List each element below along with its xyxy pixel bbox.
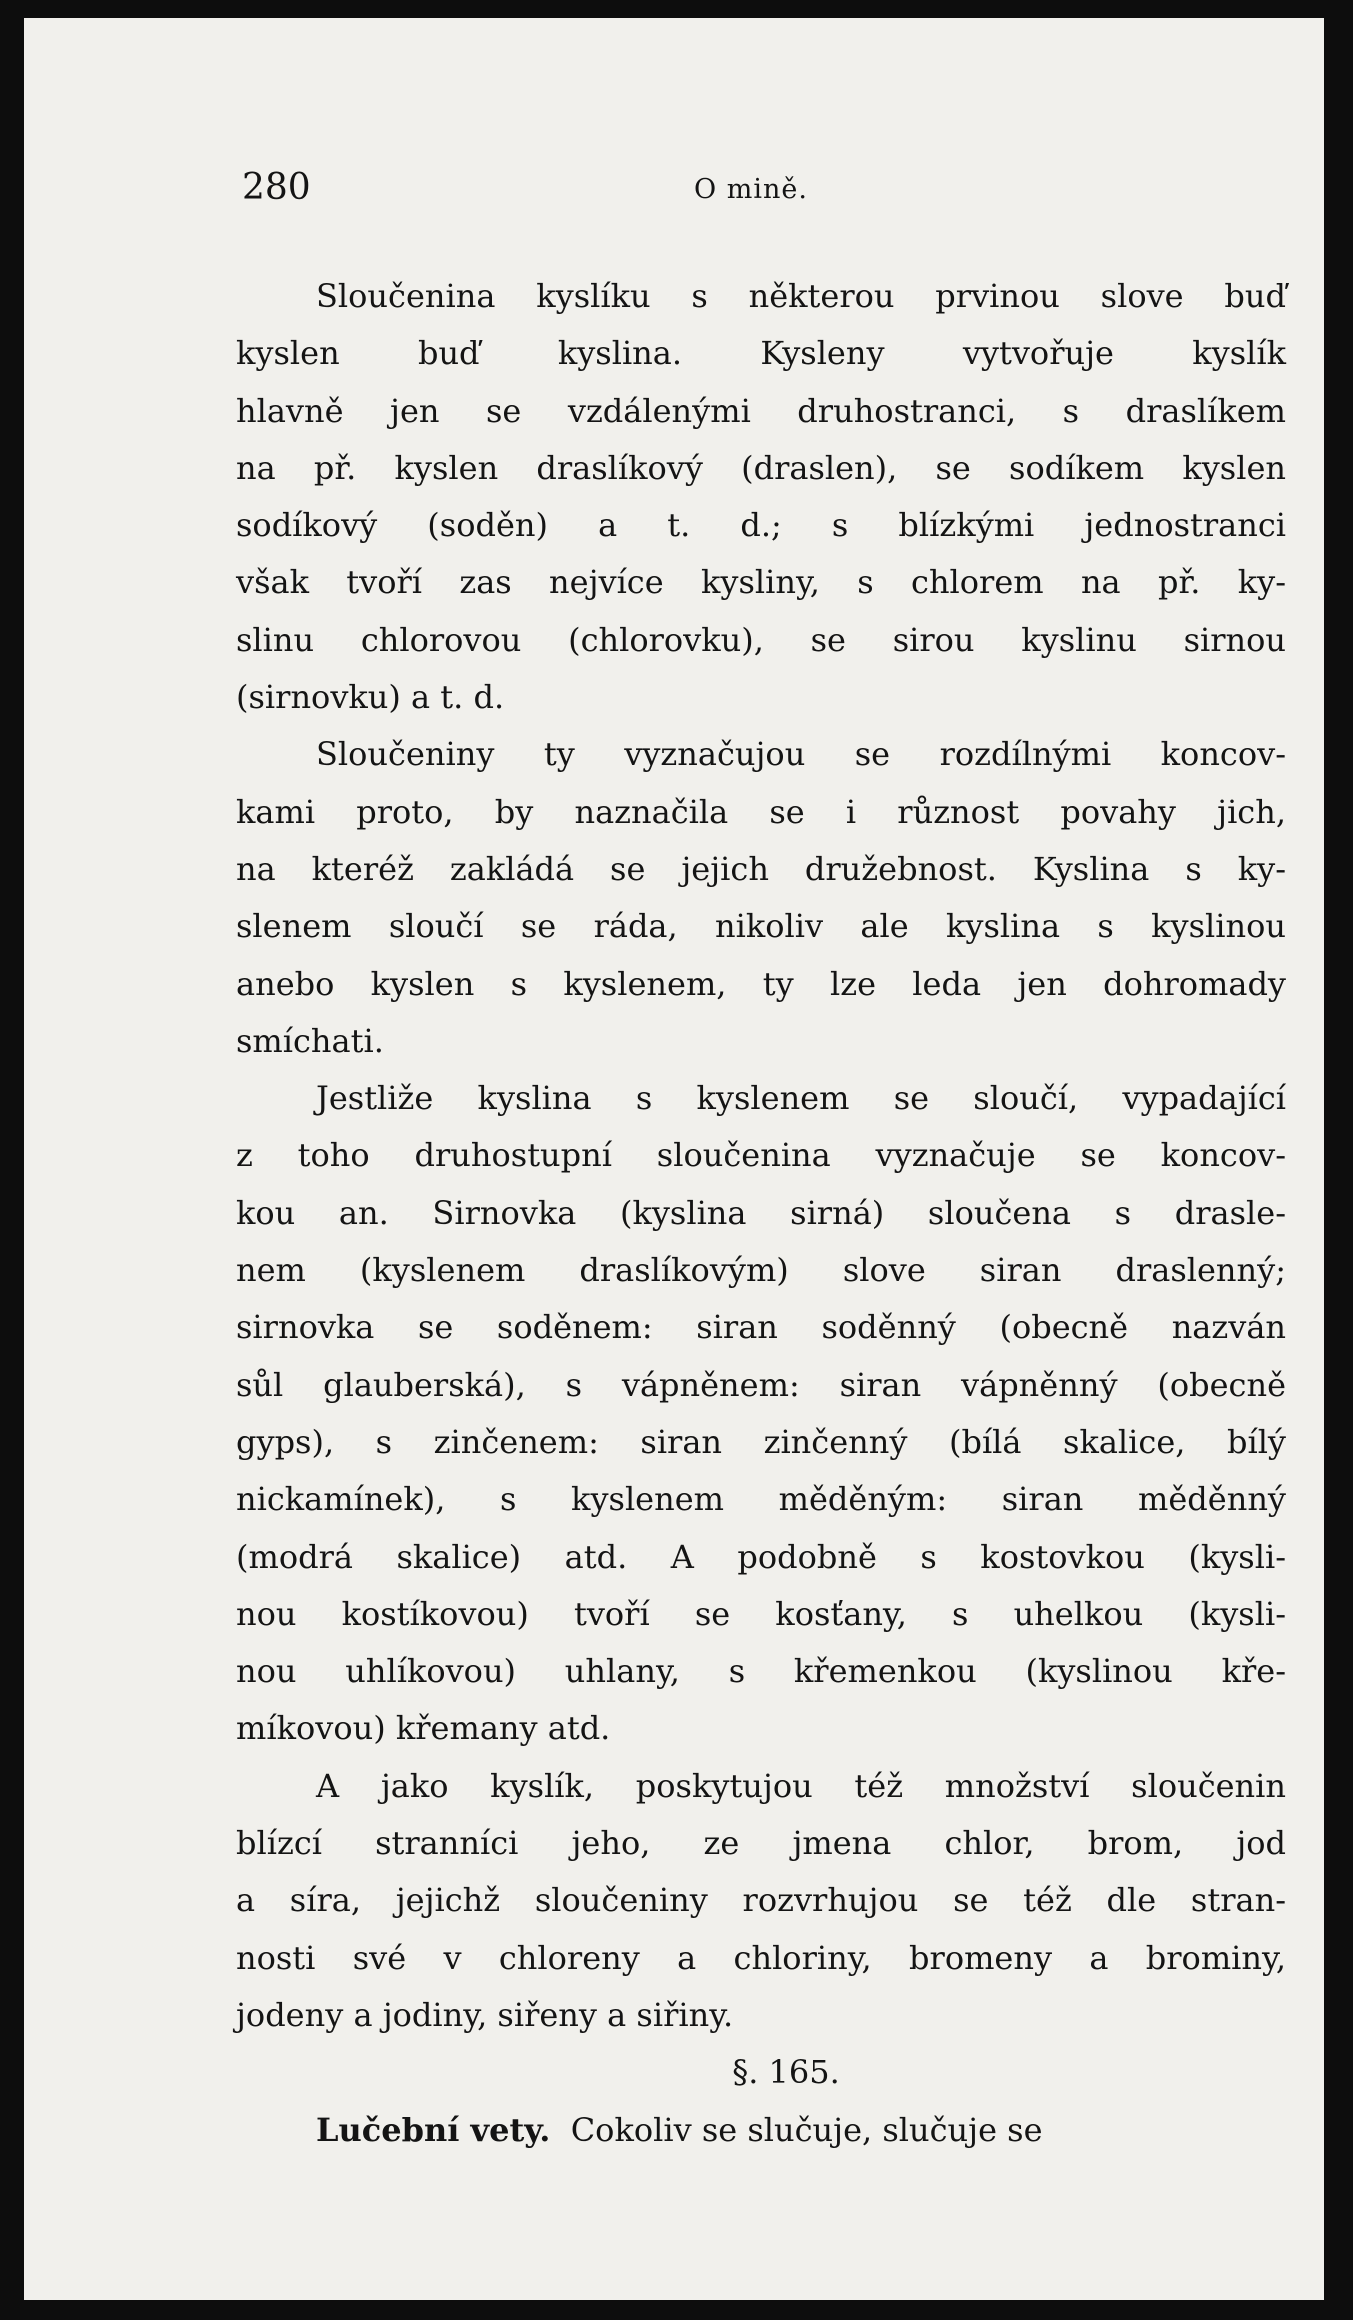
text-line: sůl glauberská), s vápněnem: siran vápněnný (obecně [236, 1365, 1286, 1404]
text-line: z toho druhostupní sloučenina vyznačuje se koncov- [236, 1136, 1286, 1175]
running-head: O mině. [694, 174, 808, 205]
text-line: a síra, jejichž sloučeniny rozvrhujou se též dle stran- [236, 1881, 1286, 1920]
text-line: Jestliže kyslina s kyslenem se sloučí, vypadající [316, 1079, 1286, 1118]
page-number: 280 [242, 167, 311, 208]
text-line: (modrá skalice) atd. A podobně s kostovkou (kysli- [236, 1537, 1286, 1576]
text-line: nem (kyslenem draslíkovým) slove siran draslenný; [236, 1251, 1286, 1290]
text-line: sodíkový (soděn) a t. d.; s blízkými jednostranci [236, 506, 1286, 545]
text-line [236, 2102, 1286, 2159]
text-line: hlavně jen se vzdálenými druhostranci, s draslíkem [236, 391, 1286, 430]
text-line: nosti své v chloreny a chloriny, bromeny a brominy, [236, 1938, 1286, 1977]
text-line: nickamínek), s kyslenem měděným: siran měděnný [236, 1480, 1286, 1519]
text-line: nou kostíkovou) tvoří se kosťany, s uhelkou (kysli- [236, 1594, 1286, 1633]
text-line: anebo kyslen s kyslenem, ty lze leda jen dohromady [236, 964, 1286, 1003]
text-line: jodeny a jodiny, siřeny a siřiny. [236, 1995, 734, 2034]
section-number: §. 165. [732, 2053, 840, 2092]
text-line: Sloučenina kyslíku s některou prvinou slove buď [316, 277, 1286, 315]
text-line: nou uhlíkovou) uhlany, s křemenkou (kyslinou kře- [236, 1652, 1286, 1691]
text-line: slinu chlorovou (chlorovku), se sirou kyslinu sirnou [236, 620, 1286, 659]
text-line: kami proto, by naznačila se i různost povahy jich, [236, 792, 1286, 831]
text-line: však tvoří zas nejvíce kysliny, s chlorem na př. ky- [236, 563, 1286, 602]
text-line: kyslen buď kyslina. Kysleny vytvořuje kyslík [236, 334, 1286, 373]
text-line: blízcí stranníci jeho, ze jmena chlor, brom, jod [236, 1824, 1286, 1863]
book-page [24, 18, 1324, 2300]
text-line: sirnovka se soděnem: siran soděnný (obecně nazván [236, 1308, 1286, 1347]
text-line: na kteréž zakládá se jejich družebnost. Kyslina s ky- [236, 849, 1286, 888]
section-first-line: Cokoliv se slučuje, slučuje se [570, 2110, 1043, 2149]
text-line: na př. kyslen draslíkový (draslen), se sodíkem kyslen [236, 448, 1286, 487]
text-line: míkovou) křemany atd. [236, 1709, 611, 1748]
text-line: smíchati. [236, 1021, 384, 1060]
text-line: slenem sloučí se ráda, nikoliv ale kyslina s kyslinou [236, 907, 1286, 946]
section-heading: Lučební vety. [316, 2110, 551, 2149]
text-line: Sloučeniny ty vyznačujou se rozdílnými koncov- [316, 735, 1286, 774]
text-line: A jako kyslík, poskytujou též množství sloučenin [316, 1766, 1286, 1805]
text-line: kou an. Sirnovka (kyslina sirná) sloučena s drasle- [236, 1193, 1286, 1232]
body-text [236, 268, 1286, 2159]
text-line: gyps), s zinčenem: siran zinčenný (bílá skalice, bílý [236, 1422, 1286, 1461]
text-line: (sirnovku) a t. d. [236, 678, 505, 717]
